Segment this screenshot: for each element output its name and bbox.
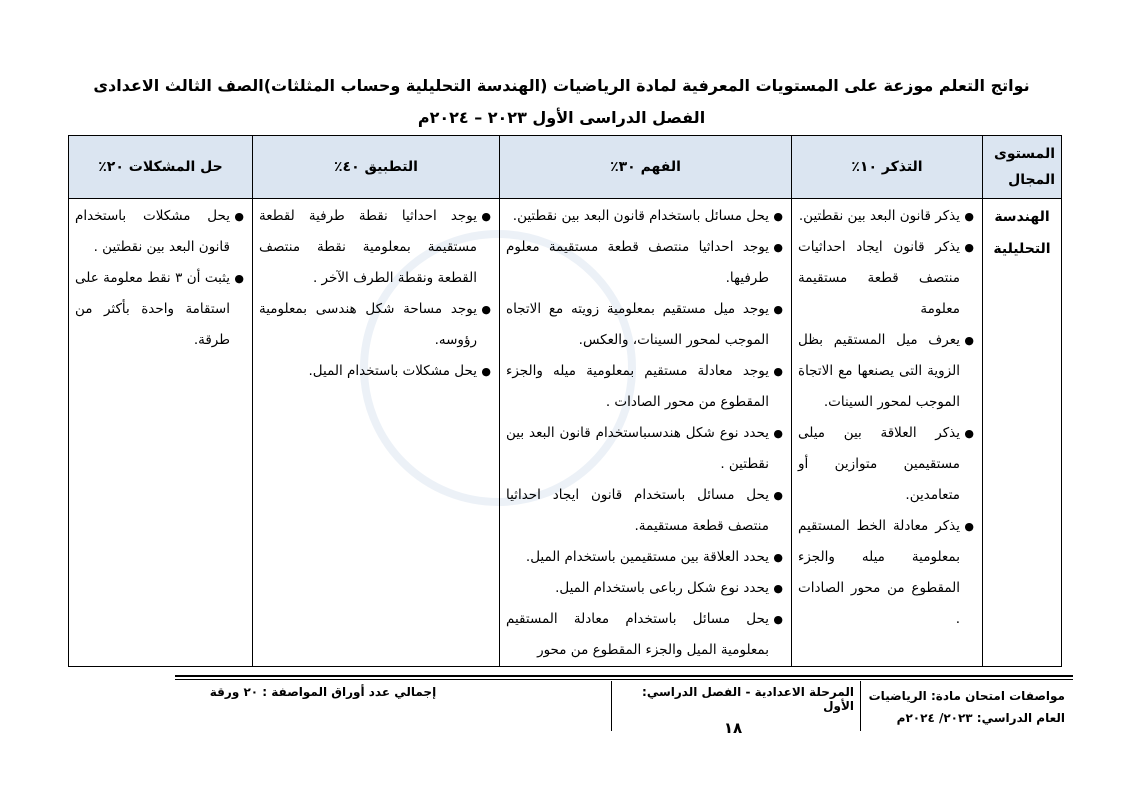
document-title: نواتج التعلم موزعة على المستويات المعرفية لمادة الرياضيات (الهندسة التحليلية وحساب المثلثات)الصف الثالث الاعدادى (93, 76, 1030, 95)
list-item (506, 542, 783, 573)
list-item-text: يحل مسائل باستخدام قانون البعد بين نقطتين. (512, 208, 769, 224)
bullet-icon: ● (964, 334, 974, 347)
list-item-text: يذكر العلاقة بين ميلى مستقيمين متوازين أو متعامدين. (798, 425, 960, 503)
header-remember: التذكر ١٠٪ (792, 136, 983, 199)
header-level-label: المستوى (993, 146, 1055, 162)
problem-solving-cell (69, 199, 253, 667)
header-problem-solving: حل المشكلات ٢٠٪ (69, 136, 253, 199)
list-item-text: يوجد مساحة شكل هندسى بمعلومية رؤوسه. (259, 301, 477, 348)
bullet-icon: ● (964, 241, 974, 254)
table-row (69, 199, 1062, 667)
list-item-text: يوجد ميل مستقيم بمعلومية زويته مع الاتجاه الموجب لمحور السينات، والعكس. (506, 301, 769, 348)
list-item (506, 480, 783, 542)
list-item-text: يوجد معادلة مستقيم بمعلومية ميله والجزء المقطوع من محور الصادات . (506, 363, 769, 410)
list-item (75, 201, 244, 263)
list-item-text: يوجد احداثيا نقطة طرفية لقطعة مستقيمة بمعلومية نقطة منتصف القطعة ونقطة الطرف الآخر . (259, 208, 477, 286)
bullet-icon: ● (773, 551, 783, 564)
apply-list (253, 199, 499, 387)
header-domain-label: المجال (1008, 172, 1055, 188)
bullet-icon: ● (773, 365, 783, 378)
bullet-icon: ● (234, 272, 244, 285)
list-item-text: يحل مشكلات باستخدام الميل. (308, 363, 477, 379)
bullet-icon: ● (964, 520, 974, 533)
apply-cell (253, 199, 500, 667)
problem-solving-list (69, 199, 252, 356)
list-item-text: يثبت أن ٣ نقط معلومة على استقامة واحدة بأكثر من طرقة. (75, 270, 230, 348)
footer-divider-thick (175, 675, 1073, 677)
list-item (798, 201, 974, 232)
remember-list (792, 199, 982, 635)
list-item (259, 356, 491, 387)
list-item (798, 418, 974, 511)
list-item (506, 201, 783, 232)
list-item (259, 201, 491, 294)
footer-year: العام الدراسي: ٢٠٢٣/ ٢٠٢٤م (896, 711, 1065, 725)
footer-subject: مواصفات امتحان مادة: الرياضيات (868, 689, 1065, 703)
bullet-icon: ● (773, 489, 783, 502)
bullet-icon: ● (481, 210, 491, 223)
list-item (506, 232, 783, 294)
list-item (798, 232, 974, 325)
bullet-icon: ● (964, 210, 974, 223)
list-item (259, 294, 491, 356)
footer-divider-thin (175, 679, 1073, 680)
footer-stage-cell (611, 681, 861, 737)
list-item-text: يعرف ميل المستقيم بظل الزوية التى يصنعها مع الاتجاة الموجب لمحور السينات. (798, 332, 960, 410)
learning-outcomes-table (68, 135, 1062, 667)
list-item-text: يحدد العلاقة بين مستقيمين باستخدام الميل. (525, 549, 769, 565)
header-corner (983, 136, 1062, 199)
footer-total-pages: إجمالي عدد أوراق المواصفة : ٢٠ ورقة (209, 685, 437, 699)
bullet-icon: ● (481, 365, 491, 378)
list-item (798, 325, 974, 418)
bullet-icon: ● (773, 582, 783, 595)
list-item-text: يحدد نوع شكل رباعى باستخدام الميل. (555, 580, 769, 596)
list-item-text: يحل مشكلات باستخدام قانون البعد بين نقطتين . (75, 208, 230, 255)
bullet-icon: ● (481, 303, 491, 316)
list-item (506, 573, 783, 604)
document-subtitle: الفصل الدراسى الأول ٢٠٢٣ – ٢٠٢٤م (417, 108, 706, 127)
bullet-icon: ● (773, 427, 783, 440)
bullet-icon: ● (234, 210, 244, 223)
list-item (506, 604, 783, 666)
list-item-text: يذكر قانون البعد بين نقطتين. (798, 208, 960, 224)
list-item-text: يذكر قانون ايجاد احداثيات منتصف قطعة مستقيمة معلومة (798, 239, 960, 317)
bullet-icon: ● (773, 303, 783, 316)
list-item-text: يوجد احداثيا منتصف قطعة مستقيمة معلوم طرفيها. (506, 239, 769, 286)
bullet-icon: ● (773, 210, 783, 223)
table-header-row (69, 136, 1062, 199)
bullet-icon: ● (964, 427, 974, 440)
list-item (506, 418, 783, 480)
page-number: ١٨ (723, 719, 743, 737)
list-item-text: يذكر معادلة الخط المستقيم بمعلومية ميله والجزء المقطوع من محور الصادات . (798, 518, 960, 627)
footer-stage: المرحلة الاعدادية - الفصل الدراسي: الأول (642, 685, 854, 713)
bullet-icon: ● (773, 613, 783, 626)
understand-cell (500, 199, 792, 667)
footer-subject-cell (861, 681, 1073, 731)
page-footer (175, 681, 1073, 737)
understand-list (500, 199, 791, 666)
list-item-text: يحل مسائل باستخدام معادلة المستقيم بمعلومية الميل والجزء المقطوع من محور (506, 611, 769, 658)
domain-cell: الهندسة التحليلية (983, 199, 1062, 667)
list-item (75, 263, 244, 356)
bullet-icon: ● (773, 241, 783, 254)
header-apply: التطبيق ٤٠٪ (253, 136, 500, 199)
remember-cell (792, 199, 983, 667)
list-item-text: يحدد نوع شكل هندسىباستخدام قانون البعد بين نقطتين . (506, 425, 769, 472)
list-item (506, 294, 783, 356)
list-item-text: يحل مسائل باستخدام قانون ايجاد احداثيا منتصف قطعة مستقيمة. (506, 487, 769, 534)
footer-total-cell (175, 681, 611, 731)
list-item (798, 511, 974, 635)
list-item (506, 356, 783, 418)
header-understand: الفهم ٣٠٪ (500, 136, 792, 199)
